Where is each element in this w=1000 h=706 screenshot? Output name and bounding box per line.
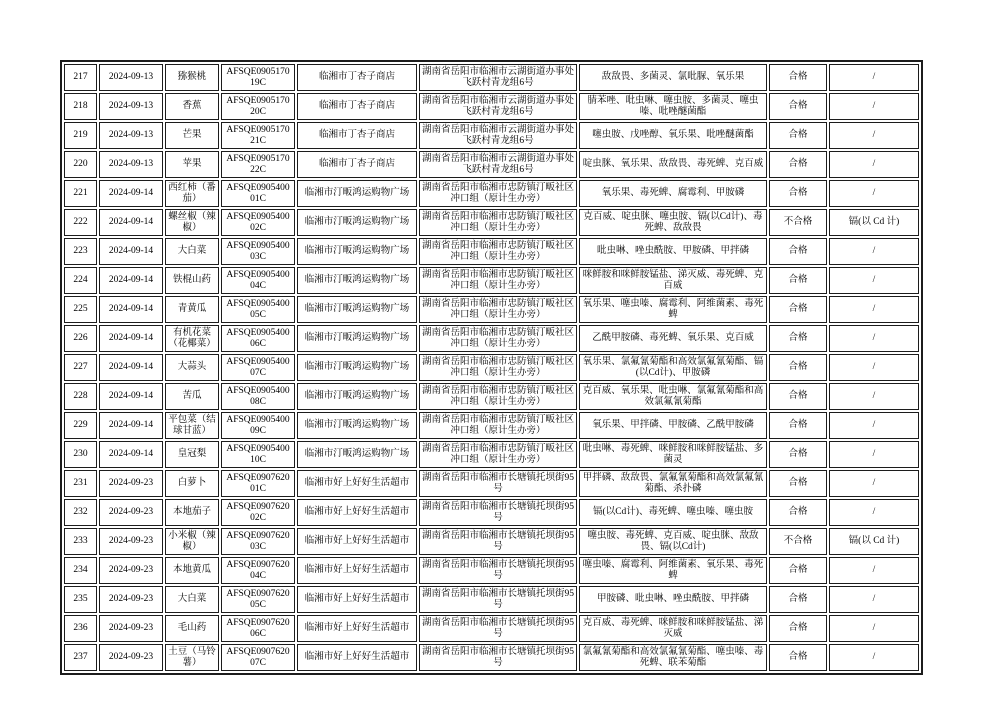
- cell-store-address: 湖南省岳阳市临湘市长塘镇托坝街95号: [419, 557, 577, 584]
- cell-row-number: 219: [64, 122, 97, 149]
- table-row: [64, 296, 919, 323]
- cell-product-name: 有机花菜（花椰菜）: [165, 325, 219, 352]
- cell-store-address: 湖南省岳阳市临湘市云湖街道办事处飞跃村青龙组6号: [419, 64, 577, 91]
- cell-store-name: 临湘市好上好好生活超市: [297, 644, 417, 671]
- cell-result: 合格: [769, 180, 827, 207]
- cell-result: 合格: [769, 122, 827, 149]
- cell-result: 合格: [769, 383, 827, 410]
- cell-store-address: 湖南省岳阳市临湘市忠防镇汀畈社区冲口组（原计生办旁）: [419, 441, 577, 468]
- cell-store-name: 临湘市汀畈鸿运购物广场: [297, 412, 417, 439]
- inspection-results-table: [60, 60, 923, 675]
- cell-row-number: 225: [64, 296, 97, 323]
- cell-store-address: 湖南省岳阳市临湘市长塘镇托坝街95号: [419, 528, 577, 555]
- cell-test-items: 克百威、毒死蜱、咪鲜胺和咪鲜胺锰盐、涕灭威: [579, 615, 767, 642]
- cell-store-name: 临湘市汀畈鸿运购物广场: [297, 325, 417, 352]
- cell-result: 合格: [769, 586, 827, 613]
- cell-nonconforming-item: /: [829, 296, 919, 323]
- cell-sample-code: AFSQE090762005C: [221, 586, 295, 613]
- cell-sample-code: AFSQE090762007C: [221, 644, 295, 671]
- cell-nonconforming-item: /: [829, 586, 919, 613]
- cell-sampling-date: 2024-09-14: [99, 325, 163, 352]
- cell-sampling-date: 2024-09-23: [99, 586, 163, 613]
- cell-test-items: 敌敌畏、多菌灵、氯吡脲、氧乐果: [579, 64, 767, 91]
- cell-sample-code: AFSQE090517021C: [221, 122, 295, 149]
- cell-test-items: 乙酰甲胺磷、毒死蜱、氧乐果、克百威: [579, 325, 767, 352]
- cell-result: 合格: [769, 499, 827, 526]
- cell-test-items: 啶虫脒、氧乐果、敌敌畏、毒死蜱、克百威: [579, 151, 767, 178]
- cell-nonconforming-item: /: [829, 354, 919, 381]
- cell-store-address: 湖南省岳阳市临湘市长塘镇托坝街95号: [419, 644, 577, 671]
- cell-sampling-date: 2024-09-23: [99, 615, 163, 642]
- table-row: [64, 383, 919, 410]
- cell-product-name: 猕猴桃: [165, 64, 219, 91]
- table-row: [64, 238, 919, 265]
- cell-row-number: 229: [64, 412, 97, 439]
- cell-row-number: 217: [64, 64, 97, 91]
- cell-sample-code: AFSQE090762004C: [221, 557, 295, 584]
- cell-store-address: 湖南省岳阳市临湘市忠防镇汀畈社区冲口组（原计生办旁）: [419, 267, 577, 294]
- cell-sampling-date: 2024-09-14: [99, 412, 163, 439]
- table-row: [64, 325, 919, 352]
- table-row: [64, 499, 919, 526]
- table-row: [64, 412, 919, 439]
- cell-product-name: 大蒜头: [165, 354, 219, 381]
- cell-row-number: 237: [64, 644, 97, 671]
- cell-sample-code: AFSQE090762002C: [221, 499, 295, 526]
- cell-store-address: 湖南省岳阳市临湘市长塘镇托坝街95号: [419, 586, 577, 613]
- cell-nonconforming-item: /: [829, 470, 919, 497]
- cell-test-items: 吡虫啉、唑虫酰胺、甲胺磷、甲拌磷: [579, 238, 767, 265]
- cell-row-number: 231: [64, 470, 97, 497]
- cell-test-items: 噻虫胺、戊唑醇、氧乐果、吡唑醚菌酯: [579, 122, 767, 149]
- cell-test-items: 氧乐果、甲拌磷、甲胺磷、乙酰甲胺磷: [579, 412, 767, 439]
- cell-sample-code: AFSQE090762001C: [221, 470, 295, 497]
- cell-row-number: 232: [64, 499, 97, 526]
- cell-result: 合格: [769, 412, 827, 439]
- cell-sampling-date: 2024-09-23: [99, 557, 163, 584]
- cell-store-address: 湖南省岳阳市临湘市忠防镇汀畈社区冲口组（原计生办旁）: [419, 412, 577, 439]
- cell-store-name: 临湘市汀畈鸿运购物广场: [297, 354, 417, 381]
- cell-nonconforming-item: /: [829, 383, 919, 410]
- cell-sampling-date: 2024-09-13: [99, 64, 163, 91]
- cell-sampling-date: 2024-09-14: [99, 441, 163, 468]
- cell-sample-code: AFSQE090762006C: [221, 615, 295, 642]
- cell-row-number: 218: [64, 93, 97, 120]
- table-row: [64, 615, 919, 642]
- cell-sampling-date: 2024-09-23: [99, 470, 163, 497]
- cell-store-name: 临湘市好上好好生活超市: [297, 528, 417, 555]
- cell-product-name: 苹果: [165, 151, 219, 178]
- table-row: [64, 209, 919, 236]
- cell-store-name: 临湘市丁杏子商店: [297, 64, 417, 91]
- cell-product-name: 平包菜（结球甘蓝）: [165, 412, 219, 439]
- cell-product-name: 本地茄子: [165, 499, 219, 526]
- cell-test-items: 甲胺磷、吡虫啉、唑虫酰胺、甲拌磷: [579, 586, 767, 613]
- cell-sample-code: AFSQE090540010C: [221, 441, 295, 468]
- cell-store-name: 临湘市好上好好生活超市: [297, 470, 417, 497]
- cell-result: 合格: [769, 267, 827, 294]
- cell-store-address: 湖南省岳阳市临湘市忠防镇汀畈社区冲口组（原计生办旁）: [419, 180, 577, 207]
- cell-store-name: 临湘市汀畈鸿运购物广场: [297, 267, 417, 294]
- cell-nonconforming-item: /: [829, 412, 919, 439]
- cell-sample-code: AFSQE090517020C: [221, 93, 295, 120]
- cell-sample-code: AFSQE090540008C: [221, 383, 295, 410]
- cell-sampling-date: 2024-09-13: [99, 93, 163, 120]
- cell-nonconforming-item: /: [829, 93, 919, 120]
- cell-row-number: 230: [64, 441, 97, 468]
- cell-row-number: 226: [64, 325, 97, 352]
- cell-test-items: 甲拌磷、敌敌畏、氯氟氰菊酯和高效氯氟氰菊酯、杀扑磷: [579, 470, 767, 497]
- cell-store-name: 临湘市汀畈鸿运购物广场: [297, 383, 417, 410]
- cell-test-items: 吡虫啉、毒死蜱、咪鲜胺和咪鲜胺锰盐、多菌灵: [579, 441, 767, 468]
- cell-sampling-date: 2024-09-14: [99, 267, 163, 294]
- table-row: [64, 354, 919, 381]
- cell-sample-code: AFSQE090517019C: [221, 64, 295, 91]
- cell-sampling-date: 2024-09-14: [99, 180, 163, 207]
- cell-row-number: 220: [64, 151, 97, 178]
- cell-row-number: 233: [64, 528, 97, 555]
- cell-product-name: 苦瓜: [165, 383, 219, 410]
- table-row: [64, 93, 919, 120]
- cell-product-name: 芒果: [165, 122, 219, 149]
- cell-result: 合格: [769, 644, 827, 671]
- table-row: [64, 644, 919, 671]
- cell-store-address: 湖南省岳阳市临湘市长塘镇托坝街95号: [419, 615, 577, 642]
- cell-product-name: 西红柿（番茄）: [165, 180, 219, 207]
- cell-store-name: 临湘市汀畈鸿运购物广场: [297, 238, 417, 265]
- cell-store-name: 临湘市好上好好生活超市: [297, 615, 417, 642]
- table-row: [64, 122, 919, 149]
- cell-test-items: 噻虫嗪、腐霉利、阿维菌素、氧乐果、毒死蜱: [579, 557, 767, 584]
- cell-nonconforming-item: /: [829, 615, 919, 642]
- cell-test-items: 克百威、啶虫脒、噻虫胺、镉(以Cd计)、毒死蜱、敌敌畏: [579, 209, 767, 236]
- cell-nonconforming-item: /: [829, 325, 919, 352]
- cell-sample-code: AFSQE090517022C: [221, 151, 295, 178]
- cell-store-name: 临湘市汀畈鸿运购物广场: [297, 180, 417, 207]
- cell-test-items: 氧乐果、毒死蜱、腐霉利、甲胺磷: [579, 180, 767, 207]
- cell-sample-code: AFSQE090540005C: [221, 296, 295, 323]
- table-row: [64, 180, 919, 207]
- cell-product-name: 青黄瓜: [165, 296, 219, 323]
- cell-product-name: 白萝卜: [165, 470, 219, 497]
- cell-sampling-date: 2024-09-14: [99, 209, 163, 236]
- cell-store-name: 临湘市好上好好生活超市: [297, 586, 417, 613]
- cell-nonconforming-item: /: [829, 122, 919, 149]
- cell-store-address: 湖南省岳阳市临湘市忠防镇汀畈社区冲口组（原计生办旁）: [419, 383, 577, 410]
- cell-test-items: 咪鲜胺和咪鲜胺锰盐、涕灭威、毒死蜱、克百威: [579, 267, 767, 294]
- cell-sample-code: AFSQE090540001C: [221, 180, 295, 207]
- cell-store-name: 临湘市好上好好生活超市: [297, 499, 417, 526]
- cell-product-name: 大白菜: [165, 238, 219, 265]
- cell-test-items: 噻虫胺、毒死蜱、克百威、啶虫脒、敌敌畏、镉(以Cd计): [579, 528, 767, 555]
- cell-product-name: 铁棍山药: [165, 267, 219, 294]
- cell-row-number: 234: [64, 557, 97, 584]
- table-row: [64, 267, 919, 294]
- cell-sample-code: AFSQE090540007C: [221, 354, 295, 381]
- cell-sampling-date: 2024-09-23: [99, 528, 163, 555]
- cell-nonconforming-item: /: [829, 267, 919, 294]
- cell-sample-code: AFSQE090540006C: [221, 325, 295, 352]
- cell-nonconforming-item: /: [829, 64, 919, 91]
- cell-product-name: 本地黄瓜: [165, 557, 219, 584]
- cell-nonconforming-item: /: [829, 557, 919, 584]
- cell-store-address: 湖南省岳阳市临湘市长塘镇托坝街95号: [419, 499, 577, 526]
- table-row: [64, 64, 919, 91]
- cell-sampling-date: 2024-09-14: [99, 296, 163, 323]
- cell-sampling-date: 2024-09-14: [99, 238, 163, 265]
- cell-product-name: 毛山药: [165, 615, 219, 642]
- cell-store-name: 临湘市好上好好生活超市: [297, 557, 417, 584]
- cell-store-address: 湖南省岳阳市临湘市云湖街道办事处飞跃村青龙组6号: [419, 93, 577, 120]
- cell-store-name: 临湘市汀畈鸿运购物广场: [297, 209, 417, 236]
- cell-store-address: 湖南省岳阳市临湘市云湖街道办事处飞跃村青龙组6号: [419, 122, 577, 149]
- cell-sampling-date: 2024-09-14: [99, 383, 163, 410]
- cell-row-number: 236: [64, 615, 97, 642]
- cell-nonconforming-item: 镉(以 Cd 计): [829, 209, 919, 236]
- cell-result: 不合格: [769, 209, 827, 236]
- table-row: [64, 151, 919, 178]
- cell-store-name: 临湘市汀畈鸿运购物广场: [297, 296, 417, 323]
- cell-sampling-date: 2024-09-23: [99, 644, 163, 671]
- cell-row-number: 224: [64, 267, 97, 294]
- table-row: [64, 586, 919, 613]
- cell-row-number: 227: [64, 354, 97, 381]
- cell-sample-code: AFSQE090762003C: [221, 528, 295, 555]
- cell-result: 合格: [769, 93, 827, 120]
- cell-nonconforming-item: /: [829, 644, 919, 671]
- table-row: [64, 470, 919, 497]
- cell-test-items: 镉(以Cd计)、毒死蜱、噻虫嗪、噻虫胺: [579, 499, 767, 526]
- cell-store-name: 临湘市丁杏子商店: [297, 93, 417, 120]
- cell-store-address: 湖南省岳阳市临湘市忠防镇汀畈社区冲口组（原计生办旁）: [419, 238, 577, 265]
- cell-sample-code: AFSQE090540009C: [221, 412, 295, 439]
- cell-store-address: 湖南省岳阳市临湘市忠防镇汀畈社区冲口组（原计生办旁）: [419, 296, 577, 323]
- cell-store-name: 临湘市丁杏子商店: [297, 151, 417, 178]
- cell-sample-code: AFSQE090540004C: [221, 267, 295, 294]
- cell-result: 合格: [769, 441, 827, 468]
- cell-result: 不合格: [769, 528, 827, 555]
- cell-sample-code: AFSQE090540003C: [221, 238, 295, 265]
- cell-nonconforming-item: /: [829, 151, 919, 178]
- cell-test-items: 腈苯唑、吡虫啉、噻虫胺、多菌灵、噻虫嗪、吡唑醚菌酯: [579, 93, 767, 120]
- cell-row-number: 221: [64, 180, 97, 207]
- cell-test-items: 氯氟氰菊酯和高效氯氟氰菊酯、噻虫嗪、毒死蜱、联苯菊酯: [579, 644, 767, 671]
- cell-nonconforming-item: /: [829, 238, 919, 265]
- cell-test-items: 氧乐果、噻虫嗪、腐霉利、阿维菌素、毒死蜱: [579, 296, 767, 323]
- cell-store-address: 湖南省岳阳市临湘市忠防镇汀畈社区冲口组（原计生办旁）: [419, 325, 577, 352]
- cell-nonconforming-item: /: [829, 441, 919, 468]
- cell-result: 合格: [769, 470, 827, 497]
- cell-sampling-date: 2024-09-14: [99, 354, 163, 381]
- cell-product-name: 皇冠梨: [165, 441, 219, 468]
- cell-result: 合格: [769, 615, 827, 642]
- cell-test-items: 克百威、氧乐果、吡虫啉、氯氟氰菊酯和高效氯氟氰菊酯: [579, 383, 767, 410]
- cell-row-number: 228: [64, 383, 97, 410]
- cell-product-name: 土豆（马铃薯）: [165, 644, 219, 671]
- cell-store-address: 湖南省岳阳市临湘市长塘镇托坝街95号: [419, 470, 577, 497]
- cell-sampling-date: 2024-09-13: [99, 151, 163, 178]
- cell-result: 合格: [769, 296, 827, 323]
- table-row: [64, 528, 919, 555]
- cell-product-name: 大白菜: [165, 586, 219, 613]
- cell-store-name: 临湘市汀畈鸿运购物广场: [297, 441, 417, 468]
- cell-result: 合格: [769, 151, 827, 178]
- cell-result: 合格: [769, 238, 827, 265]
- cell-nonconforming-item: 镉(以 Cd 计): [829, 528, 919, 555]
- cell-store-address: 湖南省岳阳市临湘市忠防镇汀畈社区冲口组（原计生办旁）: [419, 209, 577, 236]
- cell-result: 合格: [769, 325, 827, 352]
- table-row: [64, 441, 919, 468]
- cell-row-number: 223: [64, 238, 97, 265]
- cell-store-address: 湖南省岳阳市临湘市忠防镇汀畈社区冲口组（原计生办旁）: [419, 354, 577, 381]
- cell-nonconforming-item: /: [829, 180, 919, 207]
- cell-result: 合格: [769, 557, 827, 584]
- table-row: [64, 557, 919, 584]
- cell-product-name: 香蕉: [165, 93, 219, 120]
- cell-sampling-date: 2024-09-13: [99, 122, 163, 149]
- cell-store-address: 湖南省岳阳市临湘市云湖街道办事处飞跃村青龙组6号: [419, 151, 577, 178]
- cell-product-name: 螺丝椒（辣椒）: [165, 209, 219, 236]
- cell-sampling-date: 2024-09-23: [99, 499, 163, 526]
- cell-row-number: 235: [64, 586, 97, 613]
- cell-result: 合格: [769, 64, 827, 91]
- results-table-body: [64, 64, 919, 671]
- cell-store-name: 临湘市丁杏子商店: [297, 122, 417, 149]
- cell-sample-code: AFSQE090540002C: [221, 209, 295, 236]
- cell-nonconforming-item: /: [829, 499, 919, 526]
- cell-result: 合格: [769, 354, 827, 381]
- cell-test-items: 氧乐果、氯氟氰菊酯和高效氯氟氰菊酯、镉(以Cd计)、甲胺磷: [579, 354, 767, 381]
- cell-product-name: 小米椒（辣椒）: [165, 528, 219, 555]
- cell-row-number: 222: [64, 209, 97, 236]
